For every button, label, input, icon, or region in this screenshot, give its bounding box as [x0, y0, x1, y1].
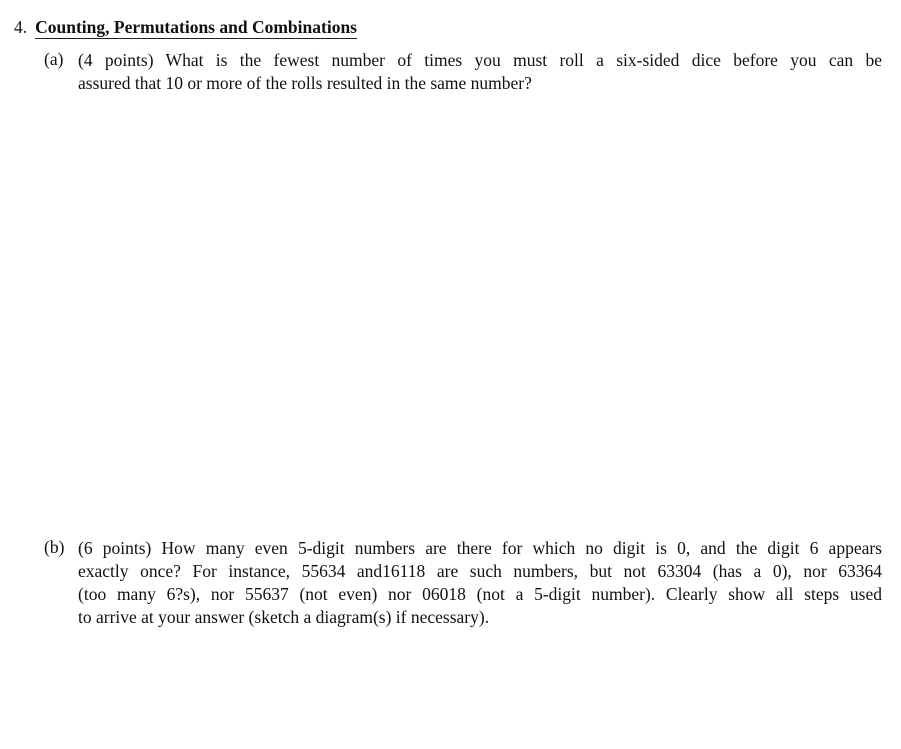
- question-title: Counting, Permutations and Combinations: [35, 17, 357, 37]
- text-line: to arrive at your answer (sketch a diagram(s) if necessary).: [78, 607, 490, 627]
- question-number: 4.: [14, 17, 28, 37]
- text-line: exactly once? For instance, 55634 and16118 are such numbers, but not 63304 (has a 0), nor 63364: [78, 561, 882, 581]
- part-b: [44, 537, 882, 629]
- part-a: [44, 49, 882, 95]
- part-b-label: (b): [44, 537, 65, 557]
- text-line: (6 points) How many even 5-digit numbers are there for which no digit is 0, and the digit 6 appears: [78, 538, 882, 558]
- part-a-label: (a): [44, 49, 64, 69]
- part-b-text: [78, 537, 882, 629]
- text-line: (4 points) What is the fewest number of times you must roll a six-sided dice before you can be: [78, 50, 882, 70]
- question-heading: [14, 17, 357, 38]
- text-line: (too many 6?s), nor 55637 (not even) nor 06018 (not a 5-digit number). Clearly show all steps used: [78, 584, 882, 604]
- text-line: assured that 10 or more of the rolls resulted in the same number?: [78, 73, 532, 93]
- part-a-text: [78, 49, 882, 95]
